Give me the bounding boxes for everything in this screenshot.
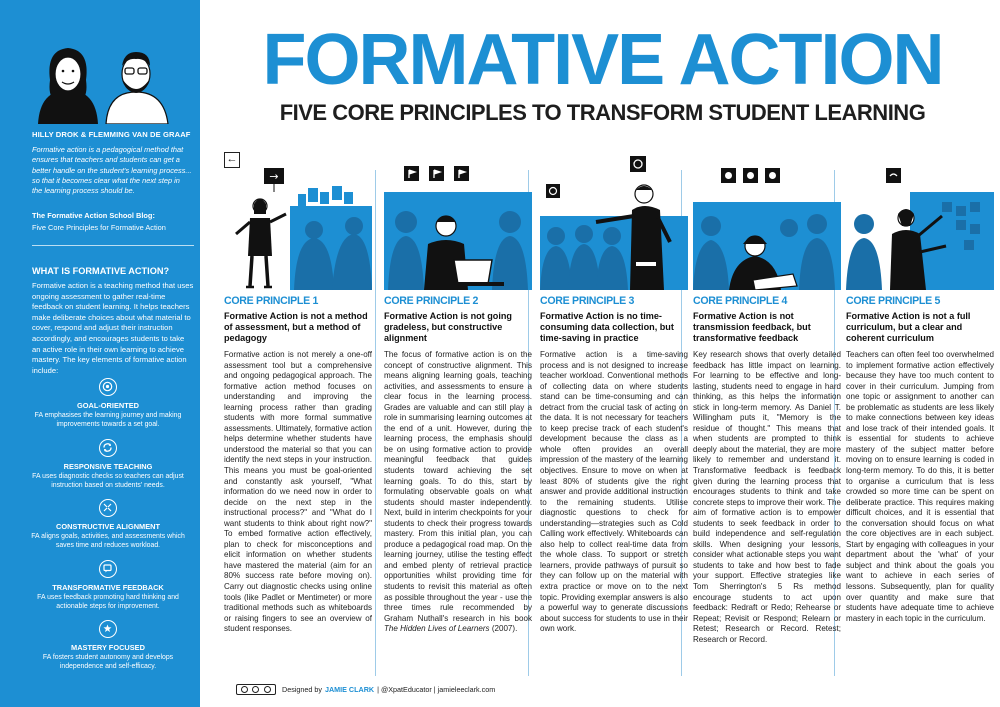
page-subtitle: FIVE CORE PRINCIPLES TO TRANSFORM STUDENT LEARNING: [279, 100, 926, 125]
feature-desc: FA uses feedback promoting hard thinking and actionable steps for improvement.: [37, 594, 179, 610]
feature-name: RESPONSIVE TEACHING: [63, 462, 153, 471]
designer-handles[interactable]: | @XpatEducator | jamieleeclark.com: [377, 685, 496, 694]
feature-desc: FA aligns goals, activities, and assessments which saves time and reduces workload.: [31, 533, 185, 549]
feature-desc: FA fosters student autonomy and develops independence and self-efficacy.: [42, 654, 174, 670]
intro-text: Formative action is a pedagogical method that ensures that teachers and students can get a better handle on the student's learning process... so that it becomes clear what the next step in the learning process should be.: [32, 145, 192, 196]
authors-name: HILLY DROK & FLEMMING VAN DE GRAAF: [32, 130, 191, 139]
divider: [32, 245, 194, 246]
creative-commons-icon: [236, 684, 276, 695]
arrow-left-icon: ←: [224, 152, 240, 168]
teacher-at-board-illustration: [846, 156, 994, 290]
column-divider: [375, 170, 376, 676]
principle-body: Formative action is a time-saving process and is not designed to increase teacher workload. Conventional methods of collecting data on where students stand can be time-consuming and can detract from the crucial task of acting on the data. It is not necessary for teachers to keep precise track of each student's development because the class as a whole often provides an overall impression of the mastery of the learning objectives. Ensure to move on when at least 80% of students give the right answer and provide additional instruction to the remaining students. Utilise diagnostic questions to check for understanding—strategies such as Cold Calling work effectively. Whiteboards can also help to collect real-time data from the whole class. To support or stretch learners, provide pathways of pursuit so they can follow up on the material with extra practice or move on to the next topic. Providing exemplar answers is also a powerful way to generate discussions about success for students to use in their own work.: [540, 350, 688, 634]
mastery-icon: [99, 620, 117, 638]
feature-name: GOAL-ORIENTED: [77, 401, 139, 410]
feature-name: TRANSFORMATIVE FEEDBACK: [52, 583, 164, 592]
book-year: (2007).: [489, 624, 518, 634]
principle-column-1: [224, 156, 372, 676]
feedback-icon: [99, 560, 117, 578]
what-is-title: WHAT IS FORMATIVE ACTION?: [32, 266, 170, 276]
target-icon: [99, 378, 117, 396]
designer-name: JAMIE CLARK: [324, 685, 375, 694]
feature-mastery-focused: [22, 620, 194, 671]
teacher-gesturing-class-illustration: [540, 156, 688, 290]
principle-label: CORE PRINCIPLE 3: [540, 295, 635, 307]
sidebar: [0, 0, 200, 707]
feature-goal-oriented: [22, 378, 194, 429]
principle-title: Formative Action is not going gradeless, but constructive alignment: [384, 311, 512, 343]
principle-title: Formative Action is not a method of assessment, but a method of pedagogy: [224, 311, 368, 343]
principle-column-5: [846, 156, 994, 676]
feature-transformative-feedback: [22, 560, 194, 611]
principle-label: CORE PRINCIPLE 1: [224, 295, 319, 307]
teacher-pointing-illustration: [224, 156, 372, 290]
blog-link[interactable]: Five Core Principles for Formative Action: [32, 223, 166, 232]
blog-title: The Formative Action School Blog:: [32, 211, 155, 220]
principle-label: CORE PRINCIPLE 4: [693, 295, 788, 307]
principle-column-2: [384, 156, 532, 676]
designed-by-label: Designed by: [282, 685, 322, 694]
principle-body: [384, 350, 532, 635]
book-title: The Hidden Lives of Learners: [384, 624, 490, 634]
footer: [236, 684, 495, 695]
feature-desc: FA uses diagnostic checks so teachers can adjust instruction based on students' needs.: [32, 473, 184, 489]
principle-title: Formative Action is not transmission feedback, but transformative feedback: [693, 311, 811, 343]
what-is-body: Formative action is a teaching method that uses ongoing assessment to gather real-time feedback on student learning. It helps teachers make deliberate choices about what material to cover, respond and adjust their instruction accordingly, and encourages students to take an active role in their own learning to achieve mastery. The key elements of formative action include:: [32, 281, 194, 375]
teacher-at-laptop-illustration: [384, 156, 532, 290]
principle-body: Formative action is not merely a one-off assessment tool but a comprehensive and ongoing pedagogical approach. The formative action method focuses on understanding and improving the learning process rather than grading students with more formal summative assessments. Ultimately, formative action helps determine whether students have understood the material so that you can identify the next steps in your instruction. This means you must be goal-oriented and constantly ask yourself, "What information do we need now in order to decide on the next step in the instructional process?" and "What do I want students to think about right now?" To embed formative action effectively, plan to check for misconceptions and elicit information on whether students have mastered the material (aim for an 80% success rate before moving on). Carry out diagnostic checks using online tools (like Padlet or Mentimeter) or more traditional methods such as whiteboards or raising fingers to see an overview of student responses.: [224, 350, 372, 634]
align-icon: [99, 499, 117, 517]
principle-body: Key research shows that overly detailed feedback has little impact on learning. For learning to be effective and long-lasting, students need to engage in hard thinking, as this helps the information stick in long-term memory. As Daniel T. Willingham puts it, "Memory is the residue of thought." This means that when students are prompted to think deeply about the material, they are more likely to remember and understand it. Transformative feedback is feedback given during the learning process that encourages students to think and take concrete steps to improve their work. The aim of formative action is to empower students to seek feedback in order to build independence and self-regulation skills. When designing your lessons, consider what actionable steps you want students to take and how best to fade your support. Effective strategies like Tom Sherrington's 5 Rs method encourage students to act upon feedback: Redraft or Redo; Rehearse or Repeat; Revisit or Respond; Relearn or Retest; Research or Record. Retest; Research or Record.: [693, 350, 841, 644]
feature-desc: FA emphasises the learning journey and making improvements towards a set goal.: [34, 412, 182, 428]
cycle-icon: [99, 439, 117, 457]
principle-column-3: [540, 156, 688, 676]
feature-name: MASTERY FOCUSED: [71, 643, 145, 652]
principle-label: CORE PRINCIPLE 5: [846, 295, 941, 307]
authors-portrait: [28, 40, 178, 124]
feature-name: CONSTRUCTIVE ALIGNMENT: [55, 522, 160, 531]
principle-body: Teachers can often feel too overwhelmed to implement formative action effectively because they have too much content to cover in their curriculum. Jumping from one topic or assignment to another can be problematic as students are less likely to make connections between key ideas and lose track of their intended goals. It is essential for students to achieve mastery of the subject matter before moving on to ensure learning is coded in long-term memory. To do this, it is better to organise a curriculum that is less crowded so more time can be spent on deliberate practice. This requires making difficult choices, and it is essential that the conversation should focus on what the core objectives are in each subject. Start by engaging with colleagues in your department about the 'what' of your subject and think about the goals you want to achieve in each series of lessons. Subsequently, plan for quality over quantity and make sure that students have adequate time to achieve mastery in each topic in the curriculum.: [846, 350, 994, 623]
principle-label: CORE PRINCIPLE 2: [384, 295, 479, 307]
student-writing-illustration: [693, 156, 841, 290]
principle-title: Formative Action is no time-consuming data collection, but time-saving in practice: [540, 311, 674, 343]
body-text: The focus of formative action is on the concept of constructive alignment. This means aligning learning goals, teaching activities, and assessments to ensure a clear focus in the learning process. Grades are valuable and can still play a role in summarising learning outcomes at the end of a unit. However, during the learning process, the emphasis should be on using formative action to provide meaningful feedback that guides students toward achieving the set learning goals. To do this, start by formulating observable goals on what students should master independently. Next, build in interim checkpoints for your students to check their progress towards mastery. From this initial plan, you can produce a pedagogical road map. On the learning journey, utilise the testing effect and embed plenty of retrieval practice opportunities whilst providing time for students to revisit this material as often as possible throughout the year - use the three times rule recommended by Graham Nuthall's research in his book: [384, 350, 532, 623]
svg-text:→: →: [269, 170, 279, 183]
page-title: FORMATIVE ACTION: [262, 20, 943, 100]
principle-title: Formative Action is not a full curriculum, but a clear and coherent curriculum: [846, 311, 971, 343]
feature-responsive-teaching: [22, 439, 194, 490]
principle-column-4: [693, 156, 841, 676]
feature-constructive-alignment: [22, 499, 194, 550]
